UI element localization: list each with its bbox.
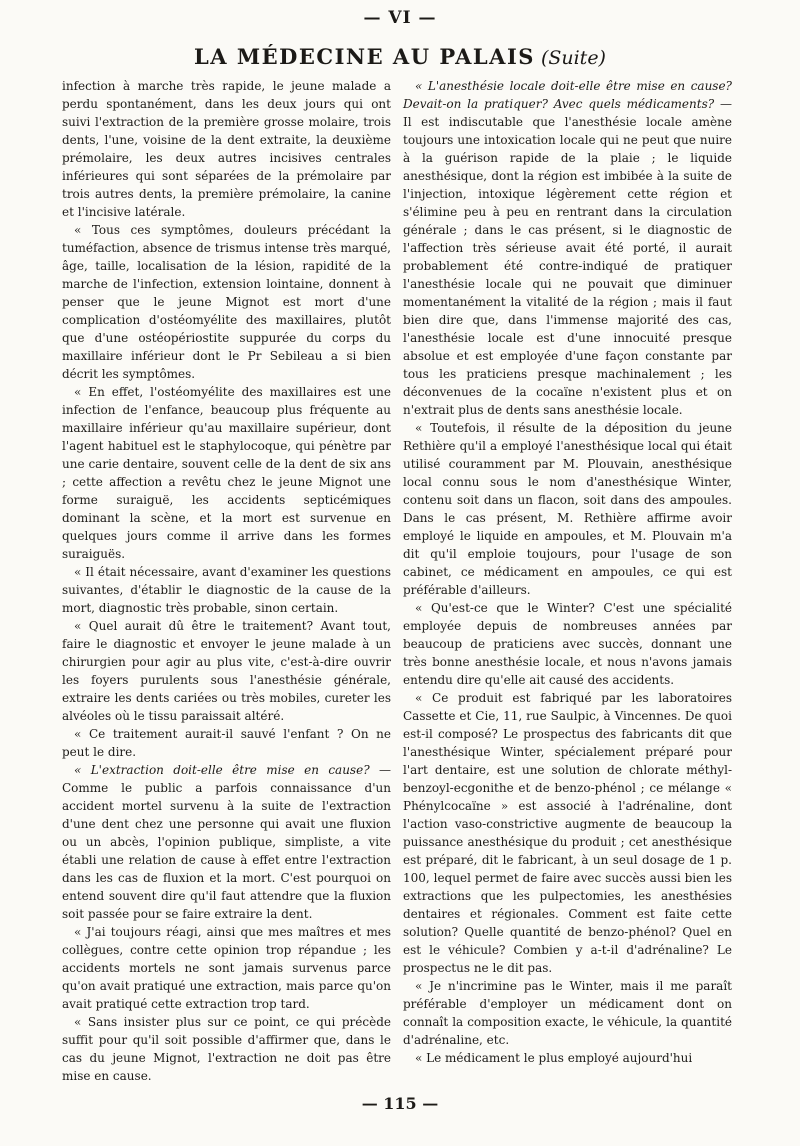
running-header <box>0 44 800 69</box>
paragraph: « Il était nécessaire, avant d'examiner les questions suivantes, d'établir le diagnostic de la cause de la mort, diagnostic très probable, sinon certain. <box>62 565 391 615</box>
right-column <box>403 77 732 1067</box>
section-question: « L'extraction doit-elle être mise en cause? — <box>74 763 391 777</box>
paragraph: infection à marche très rapide, le jeune malade a perdu spontanément, dans les deux jours qui ont suivi l'extraction de la première grosse molaire, trois dents, l'une, voisine de la dent extraite, la deuxième prémolaire, les deux autres incisives centrales inférieures qui sont séparées de la prémolaire par trois autres dents, la première prémolaire, la canine et l'incisive latérale. <box>62 79 391 219</box>
left-column <box>62 77 391 1085</box>
page-number: — 115 — <box>361 1094 439 1113</box>
paragraph: « Ce produit est fabriqué par les laboratoires Cassette et Cie, 11, rue Saulpic, à Vincennes. De quoi est-il composé? Le prospectus des fabricants dit que l'anesthésique Winter, spécialement préparé pour l'art dentaire, est une solution de chlorate méthyl-benzoyl-ecgonithe et de benzo-phénol ; ce mélange « Phénylcocaïne » est associé à l'adrénaline, dont l'action vaso-constrictive augmente de beaucoup la puissance anesthésique du produit ; cet anesthésique est préparé, dit le fabricant, à un seul dosage de 1 p. 100, lequel permet de faire avec succès aussi bien les extractions que les pulpectomies, les anesthésies dentaires et régionales. Comment est faite cette solution? Quelle quantité de benzo-phénol? Quel en est le véhicule? Combien y a-t-il d'adrénaline? Le prospectus ne le dit pas. <box>403 691 732 975</box>
paragraph: « Je n'incrimine pas le Winter, mais il me paraît préférable d'employer un médicament dont on connaît la composition exacte, le véhicule, la quantité d'adrénaline, etc. <box>403 979 732 1047</box>
paragraph: « J'ai toujours réagi, ainsi que mes maîtres et mes collègues, contre cette opinion trop répandue ; les accidents mortels ne sont jamais survenus parce qu'on avait pratiqué une extraction, mais parce qu'on avait pratiqué cette extraction trop tard. <box>62 925 391 1011</box>
page-roman-number: — VI — <box>363 8 437 28</box>
paragraph: « Tous ces symptômes, douleurs précédant la tuméfaction, absence de trismus intense très marqué, âge, taille, localisation de la lésion, rapidité de la marche de l'infection, extension lointaine, donnent à penser que le jeune Mignot est mort d'une complication d'ostéomyélite des maxillaires, plutôt que d'une ostéopériostite suppurée du corps du maxillaire inférieur dont le Pr Sebileau a si bien décrit les symptômes. <box>62 223 391 381</box>
paragraph: « Toutefois, il résulte de la déposition du jeune Rethière qu'il a employé l'anesthésique local qui était utilisé couramment par M. Plouvain, anesthésique local connu sous le nom d'anesthésique Winter, contenu soit dans un flacon, soit dans des ampoules. Dans le cas présent, M. Rethière affirme avoir employé le liquide en ampoules, et M. Plouvain m'a dit qu'il emploie toujours, pour l'usage de son cabinet, ce médicament en ampoules, ce qui est préférable d'ailleurs. <box>403 421 732 597</box>
paragraph: « Sans insister plus sur ce point, ce qui précède suffit pour qu'il soit possible d'affirmer que, dans le cas du jeune Mignot, l'extraction ne doit pas être mise en cause. <box>62 1015 391 1083</box>
paragraph <box>62 761 391 923</box>
paragraph: « Quel aurait dû être le traitement? Avant tout, faire le diagnostic et envoyer le jeune malade à un chirurgien pour agir au plus vite, c'est-à-dire ouvrir les foyers purulents sous l'anesthésie générale, extraire les dents cariées ou très mobiles, cureter les alvéoles où le tissu paraissait altéré. <box>62 619 391 723</box>
paragraph: « Le médicament le plus employé aujourd'hui <box>415 1051 693 1065</box>
paragraph-text: Il est indiscutable que l'anesthésie locale amène toujours une intoxication locale qui ne peut que nuire à la guérison rapide de la plaie ; le liquide anesthésique, dont la région est imbibée à la suite de l'injection, intoxique légèrement cette région et s'élimine peu à peu en rentrant dans la circulation générale ; dans le cas présent, si le diagnostic de l'affection très sérieuse avait été porté, il aurait probablement été contre-indiqué de pratiquer l'anesthésie locale qui ne pouvait que diminuer momentanément la vitalité de la région ; mais il faut bien dire que, dans l'immense majorité des cas, l'anesthésie locale est d'une innocuité presque absolue et est employée d'une façon constante par tous les praticiens presque machinalement ; les déconvenues de la cocaïne n'existent plus et on n'extrait plus de dents sans anesthésie locale. <box>403 115 732 417</box>
paragraph-text: Comme le public a parfois connaissance d'un accident mortel survenu à la suite de l'extraction d'une dent chez une personne qui avait une fluxion ou un abcès, l'opinion publique, simpliste, a vite établi une relation de cause à effet entre l'extraction dans les cas de fluxion et la mort. C'est pourquoi on entend souvent dire qu'il faut attendre que la fluxion soit passée pour se faire extraire la dent. <box>62 781 391 921</box>
paragraph: « En effet, l'ostéomyélite des maxillaires est une infection de l'enfance, beaucoup plus fréquente au maxillaire inférieur qu'au maxillaire supérieur, dont l'agent habituel est le staphylocoque, qui pénètre par une carie dentaire, souvent celle de la dent de six ans ; cette affection a revêtu chez le jeune Mignot une forme suraiguë, les accidents septicémiques dominant la scène, et la mort est survenue en quelques jours comme il arrive dans les formes suraiguës. <box>62 385 391 561</box>
section-question: « L'anesthésie locale doit-elle être mise en cause? Devait-on la pratiquer? Avec quels médicaments? — <box>403 79 732 111</box>
paragraph: « Ce traitement aurait-il sauvé l'enfant ? On ne peut le dire. <box>62 727 391 759</box>
header-title: LA MÉDECINE AU PALAIS <box>194 44 535 69</box>
header-subtitle: (Suite) <box>540 47 606 69</box>
paragraph: « Qu'est-ce que le Winter? C'est une spécialité employée depuis de nombreuses années par beaucoup de praticiens avec succès, donnant une très bonne anesthésie locale, et nous n'avons jamais entendu dire qu'elle ait causé des accidents. <box>403 601 732 687</box>
paragraph <box>403 77 732 419</box>
